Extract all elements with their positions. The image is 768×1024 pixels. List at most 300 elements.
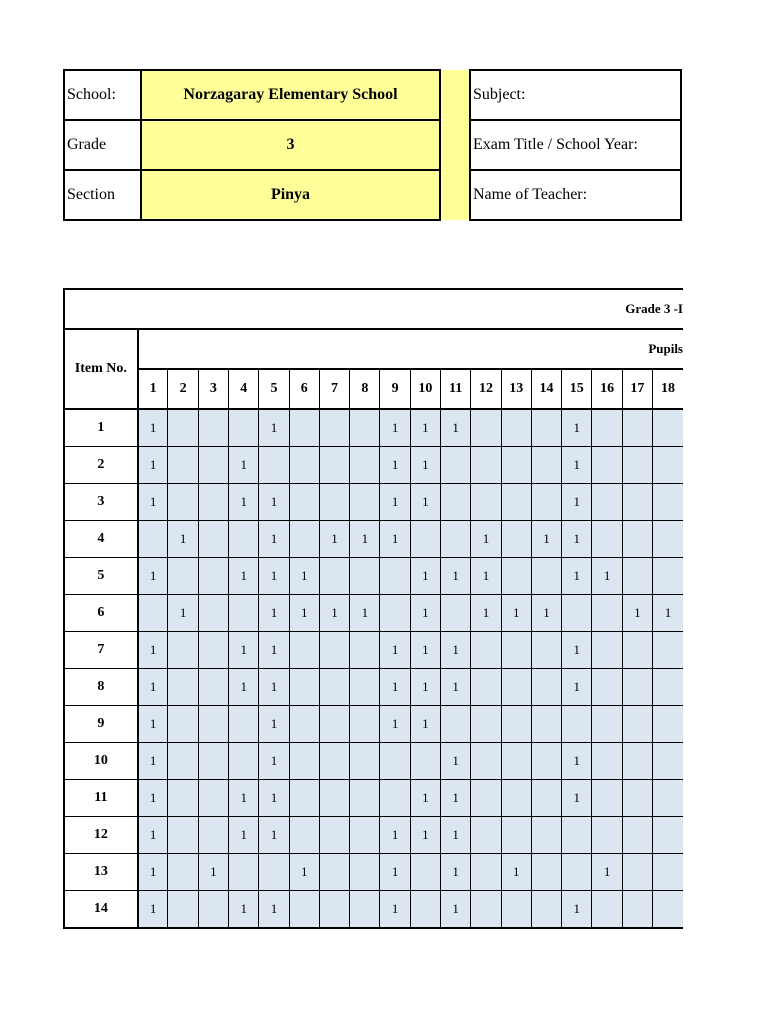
pupil-number-header: 3 xyxy=(198,369,228,409)
score-cell[interactable] xyxy=(350,558,380,595)
score-cell[interactable] xyxy=(471,817,501,854)
score-cell[interactable]: 1 xyxy=(259,409,289,447)
score-cell[interactable]: 1 xyxy=(380,447,410,484)
score-cell[interactable] xyxy=(471,743,501,780)
score-cell[interactable] xyxy=(652,558,683,595)
score-cell[interactable] xyxy=(319,558,349,595)
score-cell[interactable]: 1 xyxy=(410,780,440,817)
score-cell[interactable] xyxy=(592,817,622,854)
score-cell[interactable]: 1 xyxy=(289,595,319,632)
score-cell[interactable] xyxy=(501,632,531,669)
score-cell[interactable] xyxy=(350,632,380,669)
school-value[interactable]: Norzagaray Elementary School xyxy=(141,70,440,120)
spacer xyxy=(440,170,470,220)
score-cell[interactable]: 1 xyxy=(410,484,440,521)
score-cell[interactable] xyxy=(319,632,349,669)
score-cell[interactable] xyxy=(652,854,683,891)
score-cell[interactable]: 1 xyxy=(410,669,440,706)
score-cell[interactable] xyxy=(350,743,380,780)
score-cell[interactable] xyxy=(441,447,471,484)
score-cell[interactable]: 1 xyxy=(562,780,592,817)
score-cell[interactable]: 1 xyxy=(441,817,471,854)
subject-label[interactable]: Subject: xyxy=(470,70,681,120)
score-cell[interactable]: 1 xyxy=(138,780,168,817)
score-cell[interactable]: 1 xyxy=(229,632,259,669)
score-cell[interactable] xyxy=(531,484,561,521)
score-cell[interactable]: 1 xyxy=(471,595,501,632)
score-cell[interactable] xyxy=(652,706,683,743)
score-cell[interactable] xyxy=(198,706,228,743)
score-cell[interactable]: 1 xyxy=(229,669,259,706)
score-cell[interactable] xyxy=(229,706,259,743)
score-cell[interactable]: 1 xyxy=(501,854,531,891)
pupil-number-header: 10 xyxy=(410,369,440,409)
item-number: 5 xyxy=(64,558,138,595)
score-cell[interactable] xyxy=(168,447,198,484)
score-cell[interactable]: 1 xyxy=(531,595,561,632)
score-cell[interactable]: 1 xyxy=(410,447,440,484)
item-no-header: Item No. xyxy=(64,329,138,409)
score-cell[interactable]: 1 xyxy=(622,595,652,632)
score-cell[interactable] xyxy=(410,743,440,780)
score-cell[interactable] xyxy=(471,632,501,669)
item-number: 8 xyxy=(64,669,138,706)
score-cell[interactable]: 1 xyxy=(410,409,440,447)
score-cell[interactable]: 1 xyxy=(319,521,349,558)
score-cell[interactable] xyxy=(592,891,622,929)
score-cell[interactable] xyxy=(592,632,622,669)
score-cell[interactable]: 1 xyxy=(380,484,410,521)
score-cell[interactable] xyxy=(289,521,319,558)
score-cell[interactable] xyxy=(259,447,289,484)
score-cell[interactable] xyxy=(531,558,561,595)
score-cell[interactable] xyxy=(652,484,683,521)
score-cell[interactable] xyxy=(562,706,592,743)
score-cell[interactable]: 1 xyxy=(562,743,592,780)
score-cell[interactable]: 1 xyxy=(138,854,168,891)
pupil-number-header: 5 xyxy=(259,369,289,409)
score-cell[interactable] xyxy=(622,669,652,706)
grade-value[interactable]: 3 xyxy=(141,120,440,170)
score-cell[interactable] xyxy=(531,780,561,817)
score-cell[interactable]: 1 xyxy=(410,632,440,669)
score-cell[interactable] xyxy=(350,817,380,854)
score-cell[interactable] xyxy=(531,669,561,706)
score-cell[interactable] xyxy=(168,780,198,817)
score-cell[interactable]: 1 xyxy=(441,780,471,817)
score-cell[interactable]: 1 xyxy=(138,632,168,669)
score-cell[interactable] xyxy=(441,521,471,558)
score-cell[interactable]: 1 xyxy=(138,743,168,780)
score-cell[interactable] xyxy=(441,484,471,521)
score-cell[interactable]: 1 xyxy=(229,780,259,817)
score-cell[interactable] xyxy=(501,669,531,706)
score-cell[interactable] xyxy=(441,595,471,632)
score-cell[interactable] xyxy=(319,669,349,706)
score-cell[interactable] xyxy=(229,743,259,780)
score-cell[interactable]: 1 xyxy=(259,891,289,929)
score-cell[interactable]: 1 xyxy=(562,558,592,595)
item-number: 10 xyxy=(64,743,138,780)
section-value[interactable]: Pinya xyxy=(141,170,440,220)
score-cell[interactable] xyxy=(319,706,349,743)
score-cell[interactable] xyxy=(531,891,561,929)
score-cell[interactable] xyxy=(531,743,561,780)
item-number: 12 xyxy=(64,817,138,854)
score-cell[interactable] xyxy=(471,854,501,891)
item-number: 7 xyxy=(64,632,138,669)
score-cell[interactable] xyxy=(622,632,652,669)
score-cell[interactable] xyxy=(501,484,531,521)
score-cell[interactable]: 1 xyxy=(229,891,259,929)
score-cell[interactable] xyxy=(350,447,380,484)
score-cell[interactable]: 1 xyxy=(259,484,289,521)
score-cell[interactable] xyxy=(319,854,349,891)
score-cell[interactable] xyxy=(168,854,198,891)
score-cell[interactable]: 1 xyxy=(259,521,289,558)
score-cell[interactable] xyxy=(198,521,228,558)
score-cell[interactable]: 1 xyxy=(562,891,592,929)
score-cell[interactable]: 1 xyxy=(319,595,349,632)
pupil-number-header: 14 xyxy=(531,369,561,409)
score-cell[interactable] xyxy=(562,595,592,632)
score-cell[interactable] xyxy=(168,706,198,743)
score-cell[interactable]: 1 xyxy=(380,521,410,558)
section-label: Section xyxy=(64,170,141,220)
pupil-number-header: 4 xyxy=(229,369,259,409)
score-cell[interactable] xyxy=(350,706,380,743)
score-cell[interactable] xyxy=(289,447,319,484)
score-cell[interactable]: 1 xyxy=(380,854,410,891)
score-cell[interactable]: 1 xyxy=(289,558,319,595)
score-cell[interactable]: 1 xyxy=(592,558,622,595)
score-cell[interactable] xyxy=(622,706,652,743)
score-cell[interactable]: 1 xyxy=(531,521,561,558)
table-row xyxy=(64,558,683,595)
score-cell[interactable] xyxy=(289,780,319,817)
score-cell[interactable] xyxy=(289,409,319,447)
score-cell[interactable]: 1 xyxy=(259,706,289,743)
score-cell[interactable] xyxy=(229,521,259,558)
score-cell[interactable] xyxy=(622,743,652,780)
score-cell[interactable] xyxy=(562,817,592,854)
score-cell[interactable]: 1 xyxy=(259,780,289,817)
score-cell[interactable] xyxy=(592,409,622,447)
score-cell[interactable]: 1 xyxy=(501,595,531,632)
item-number: 2 xyxy=(64,447,138,484)
grade-label: Grade xyxy=(64,120,141,170)
score-cell[interactable] xyxy=(592,743,622,780)
score-cell[interactable]: 1 xyxy=(259,632,289,669)
score-cell[interactable] xyxy=(198,891,228,929)
score-cell[interactable] xyxy=(168,632,198,669)
score-cell[interactable]: 1 xyxy=(441,891,471,929)
score-cell[interactable]: 1 xyxy=(410,558,440,595)
score-cell[interactable]: 1 xyxy=(592,854,622,891)
score-cell[interactable] xyxy=(410,891,440,929)
score-cell[interactable] xyxy=(592,521,622,558)
pupil-number-header: 16 xyxy=(592,369,622,409)
score-cell[interactable] xyxy=(319,817,349,854)
pupil-number-header: 15 xyxy=(562,369,592,409)
score-cell[interactable] xyxy=(138,595,168,632)
score-cell[interactable]: 1 xyxy=(229,817,259,854)
score-cell[interactable] xyxy=(319,891,349,929)
score-cell[interactable] xyxy=(652,521,683,558)
score-cell[interactable] xyxy=(259,854,289,891)
score-cell[interactable]: 1 xyxy=(259,817,289,854)
score-cell[interactable]: 1 xyxy=(562,669,592,706)
score-cell[interactable] xyxy=(501,817,531,854)
score-cell[interactable] xyxy=(622,484,652,521)
score-cell[interactable] xyxy=(562,854,592,891)
score-cell[interactable] xyxy=(652,780,683,817)
score-cell[interactable]: 1 xyxy=(652,595,683,632)
table-row xyxy=(64,743,683,780)
score-cell[interactable] xyxy=(168,817,198,854)
score-cell[interactable] xyxy=(531,632,561,669)
score-cell[interactable]: 1 xyxy=(380,817,410,854)
score-cell[interactable]: 1 xyxy=(138,706,168,743)
score-cell[interactable] xyxy=(198,669,228,706)
score-cell[interactable] xyxy=(622,521,652,558)
score-cell[interactable] xyxy=(652,409,683,447)
score-cell[interactable] xyxy=(168,558,198,595)
item-number: 9 xyxy=(64,706,138,743)
pupil-number-header: 2 xyxy=(168,369,198,409)
score-cell[interactable] xyxy=(501,743,531,780)
score-cell[interactable] xyxy=(229,595,259,632)
score-cell[interactable]: 1 xyxy=(441,743,471,780)
score-cell[interactable]: 1 xyxy=(138,817,168,854)
score-cell[interactable]: 1 xyxy=(350,521,380,558)
score-cell[interactable] xyxy=(289,891,319,929)
spacer xyxy=(440,120,470,170)
score-cell[interactable]: 1 xyxy=(350,595,380,632)
score-cell[interactable] xyxy=(289,743,319,780)
spacer xyxy=(440,70,470,120)
score-cell[interactable] xyxy=(319,780,349,817)
item-number: 6 xyxy=(64,595,138,632)
score-cell[interactable]: 1 xyxy=(259,595,289,632)
score-cell[interactable]: 1 xyxy=(138,891,168,929)
score-cell[interactable] xyxy=(289,669,319,706)
score-cell[interactable] xyxy=(622,780,652,817)
score-cell[interactable] xyxy=(441,706,471,743)
score-cell[interactable] xyxy=(501,891,531,929)
score-cell[interactable] xyxy=(198,558,228,595)
table-row xyxy=(64,521,683,558)
score-cell[interactable]: 1 xyxy=(562,632,592,669)
score-cell[interactable] xyxy=(592,595,622,632)
table-row xyxy=(64,780,683,817)
score-cell[interactable] xyxy=(501,447,531,484)
score-cell[interactable] xyxy=(652,447,683,484)
score-cell[interactable] xyxy=(622,558,652,595)
score-cell[interactable]: 1 xyxy=(138,447,168,484)
score-cell[interactable] xyxy=(319,743,349,780)
score-cell[interactable] xyxy=(198,817,228,854)
table-row xyxy=(64,632,683,669)
score-cell[interactable]: 1 xyxy=(380,409,410,447)
pupil-number-header: 18 xyxy=(652,369,683,409)
score-cell[interactable] xyxy=(501,780,531,817)
score-cell[interactable]: 1 xyxy=(380,669,410,706)
score-cell[interactable] xyxy=(501,521,531,558)
score-cell[interactable] xyxy=(622,854,652,891)
score-cell[interactable] xyxy=(471,409,501,447)
score-cell[interactable] xyxy=(289,632,319,669)
score-cell[interactable] xyxy=(471,891,501,929)
score-cell[interactable] xyxy=(138,521,168,558)
score-cell[interactable] xyxy=(380,743,410,780)
score-cell[interactable] xyxy=(350,854,380,891)
score-cell[interactable] xyxy=(198,447,228,484)
table-row xyxy=(64,817,683,854)
score-cell[interactable] xyxy=(229,409,259,447)
score-cell[interactable] xyxy=(289,484,319,521)
score-cell[interactable] xyxy=(380,595,410,632)
score-cell[interactable] xyxy=(592,447,622,484)
score-cell[interactable]: 1 xyxy=(138,409,168,447)
score-cell[interactable] xyxy=(319,409,349,447)
score-cell[interactable] xyxy=(350,891,380,929)
pupil-number-header: 9 xyxy=(380,369,410,409)
score-cell[interactable]: 1 xyxy=(562,447,592,484)
score-cell[interactable]: 1 xyxy=(471,521,501,558)
score-cell[interactable] xyxy=(501,558,531,595)
score-cell[interactable]: 1 xyxy=(441,558,471,595)
score-cell[interactable] xyxy=(350,669,380,706)
score-cell[interactable] xyxy=(319,484,349,521)
score-cell[interactable] xyxy=(380,558,410,595)
score-cell[interactable]: 1 xyxy=(380,632,410,669)
score-cell[interactable] xyxy=(380,780,410,817)
score-cell[interactable] xyxy=(501,706,531,743)
score-cell[interactable] xyxy=(622,409,652,447)
item-number: 1 xyxy=(64,409,138,447)
table-row xyxy=(64,669,683,706)
score-cell[interactable] xyxy=(289,817,319,854)
score-cell[interactable]: 1 xyxy=(471,558,501,595)
table-row xyxy=(64,595,683,632)
item-number: 11 xyxy=(64,780,138,817)
score-cell[interactable]: 1 xyxy=(441,854,471,891)
score-cell[interactable]: 1 xyxy=(198,854,228,891)
score-cell[interactable] xyxy=(168,743,198,780)
score-cell[interactable] xyxy=(592,669,622,706)
score-cell[interactable]: 1 xyxy=(138,669,168,706)
score-cell[interactable] xyxy=(168,669,198,706)
score-cell[interactable]: 1 xyxy=(138,484,168,521)
score-cell[interactable] xyxy=(410,854,440,891)
score-cell[interactable] xyxy=(319,447,349,484)
score-cell[interactable] xyxy=(410,521,440,558)
score-cell[interactable] xyxy=(350,409,380,447)
score-cell[interactable]: 1 xyxy=(229,558,259,595)
score-cell[interactable]: 1 xyxy=(562,484,592,521)
score-cell[interactable] xyxy=(531,706,561,743)
score-cell[interactable] xyxy=(652,817,683,854)
info-table xyxy=(63,69,682,221)
score-cell[interactable] xyxy=(592,706,622,743)
score-cell[interactable]: 1 xyxy=(229,484,259,521)
item-number: 4 xyxy=(64,521,138,558)
score-cell[interactable] xyxy=(531,817,561,854)
score-cell[interactable] xyxy=(622,447,652,484)
score-cell[interactable] xyxy=(531,409,561,447)
score-cell[interactable]: 1 xyxy=(380,891,410,929)
score-cell[interactable]: 1 xyxy=(168,595,198,632)
pupil-number-header: 8 xyxy=(350,369,380,409)
exam-title-label[interactable]: Exam Title / School Year: xyxy=(470,120,681,170)
score-cell[interactable] xyxy=(471,780,501,817)
score-cell[interactable]: 1 xyxy=(562,521,592,558)
table-row xyxy=(64,447,683,484)
score-cell[interactable] xyxy=(229,854,259,891)
score-cell[interactable] xyxy=(531,447,561,484)
score-grid-container xyxy=(63,288,683,938)
score-cell[interactable]: 1 xyxy=(259,669,289,706)
score-cell[interactable] xyxy=(652,891,683,929)
score-cell[interactable] xyxy=(198,632,228,669)
score-cell[interactable] xyxy=(198,409,228,447)
teacher-label[interactable]: Name of Teacher: xyxy=(470,170,681,220)
score-cell[interactable] xyxy=(501,409,531,447)
score-cell[interactable] xyxy=(622,891,652,929)
score-cell[interactable] xyxy=(471,447,501,484)
score-cell[interactable] xyxy=(168,891,198,929)
score-cell[interactable] xyxy=(471,669,501,706)
score-cell[interactable] xyxy=(652,632,683,669)
score-cell[interactable]: 1 xyxy=(562,409,592,447)
score-cell[interactable] xyxy=(531,854,561,891)
score-cell[interactable] xyxy=(652,669,683,706)
score-cell[interactable]: 1 xyxy=(410,706,440,743)
score-cell[interactable] xyxy=(592,780,622,817)
pupil-number-header: 11 xyxy=(441,369,471,409)
score-cell[interactable] xyxy=(168,484,198,521)
score-cell[interactable] xyxy=(652,743,683,780)
score-cell[interactable]: 1 xyxy=(410,817,440,854)
score-cell[interactable]: 1 xyxy=(380,706,410,743)
score-cell[interactable] xyxy=(198,484,228,521)
score-cell[interactable] xyxy=(592,484,622,521)
score-cell[interactable] xyxy=(198,780,228,817)
pupil-number-header: 7 xyxy=(319,369,349,409)
score-cell[interactable]: 1 xyxy=(229,447,259,484)
score-cell[interactable] xyxy=(198,595,228,632)
score-cell[interactable] xyxy=(622,817,652,854)
score-cell[interactable] xyxy=(350,484,380,521)
score-cell[interactable]: 1 xyxy=(441,409,471,447)
score-cell[interactable]: 1 xyxy=(138,558,168,595)
score-cell[interactable]: 1 xyxy=(259,743,289,780)
score-cell[interactable]: 1 xyxy=(168,521,198,558)
pupil-number-header: 17 xyxy=(622,369,652,409)
score-cell[interactable] xyxy=(471,706,501,743)
score-cell[interactable] xyxy=(471,484,501,521)
score-cell[interactable] xyxy=(198,743,228,780)
score-cell[interactable] xyxy=(289,706,319,743)
score-cell[interactable]: 1 xyxy=(259,558,289,595)
score-cell[interactable]: 1 xyxy=(441,669,471,706)
score-cell[interactable]: 1 xyxy=(410,595,440,632)
score-cell[interactable]: 1 xyxy=(441,632,471,669)
score-cell[interactable]: 1 xyxy=(289,854,319,891)
score-cell[interactable] xyxy=(168,409,198,447)
score-cell[interactable] xyxy=(350,780,380,817)
